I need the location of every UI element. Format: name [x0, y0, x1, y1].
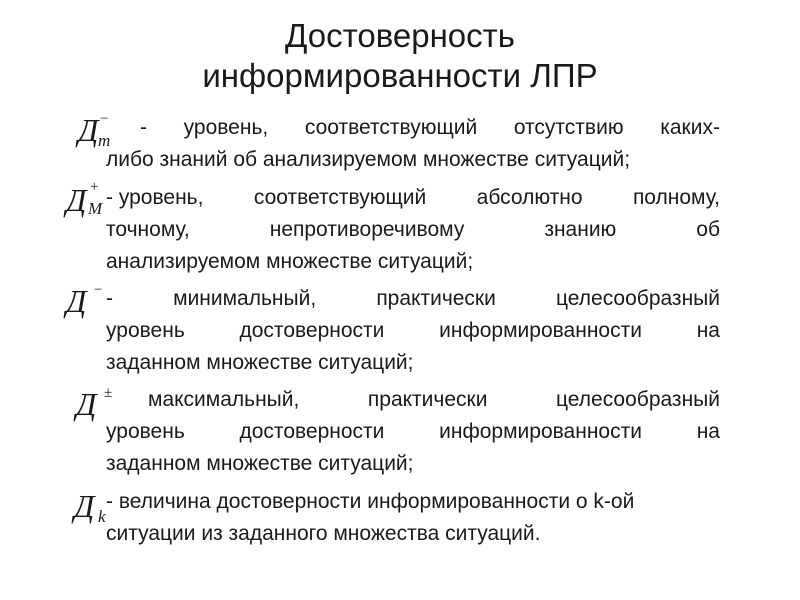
definition-5-line-1: - величина достоверности информированности о k-ой: [106, 490, 635, 513]
definition-1-line-1: - уровень, соответствующий отсутствию каких-: [106, 112, 720, 144]
title-line-1: Достоверность: [285, 17, 515, 54]
title-line-2: информированности ЛПР: [202, 57, 598, 94]
dash: -: [140, 116, 147, 139]
definition-item-5: [60, 486, 720, 550]
definition-text-4: [106, 384, 720, 480]
symbol-d-minus: Д −: [66, 282, 103, 319]
definition-1-line-2: либо знаний об анализируемом множестве ситуаций;: [106, 148, 631, 171]
definition-4-line-3: заданном множестве ситуаций;: [106, 452, 414, 475]
definition-3-line-1: - минимальный, практически целесообразный: [106, 287, 720, 310]
symbol-d-plusminus: Д ±: [76, 385, 113, 422]
definition-2-line-2: точному, непротиворечивому знанию об: [106, 218, 720, 241]
symbol-d-M-plus: Д + M: [66, 179, 103, 218]
symbol-d-m-minus: Д − m: [78, 111, 111, 150]
definition-2-line-3: анализируемом множестве ситуаций;: [106, 250, 474, 273]
definition-text-1: [106, 112, 720, 176]
definition-item-2: [60, 179, 720, 278]
symbol-d-k: Д k: [74, 488, 106, 526]
definition-text-3: [106, 283, 720, 379]
definition-5-line-2: ситуации из заданного множества ситуаций.: [106, 522, 541, 545]
definition-2-line-1: - уровень, соответствующий абсолютно полному,: [106, 186, 720, 209]
definition-4-line-1: максимальный, практически целесообразный: [148, 388, 720, 411]
definition-text-5: [106, 486, 720, 550]
definition-item-1: [60, 112, 720, 176]
definition-text-2: [106, 182, 720, 278]
slide-title: [0, 16, 800, 96]
definition-item-4: [60, 384, 720, 480]
definition-3-line-2: уровень достоверности информированности на: [106, 319, 720, 342]
definition-4-line-2: уровень достоверности информированности на: [106, 420, 720, 443]
definition-item-3: [60, 283, 720, 379]
definition-3-line-3: заданном множестве ситуаций;: [106, 351, 414, 374]
